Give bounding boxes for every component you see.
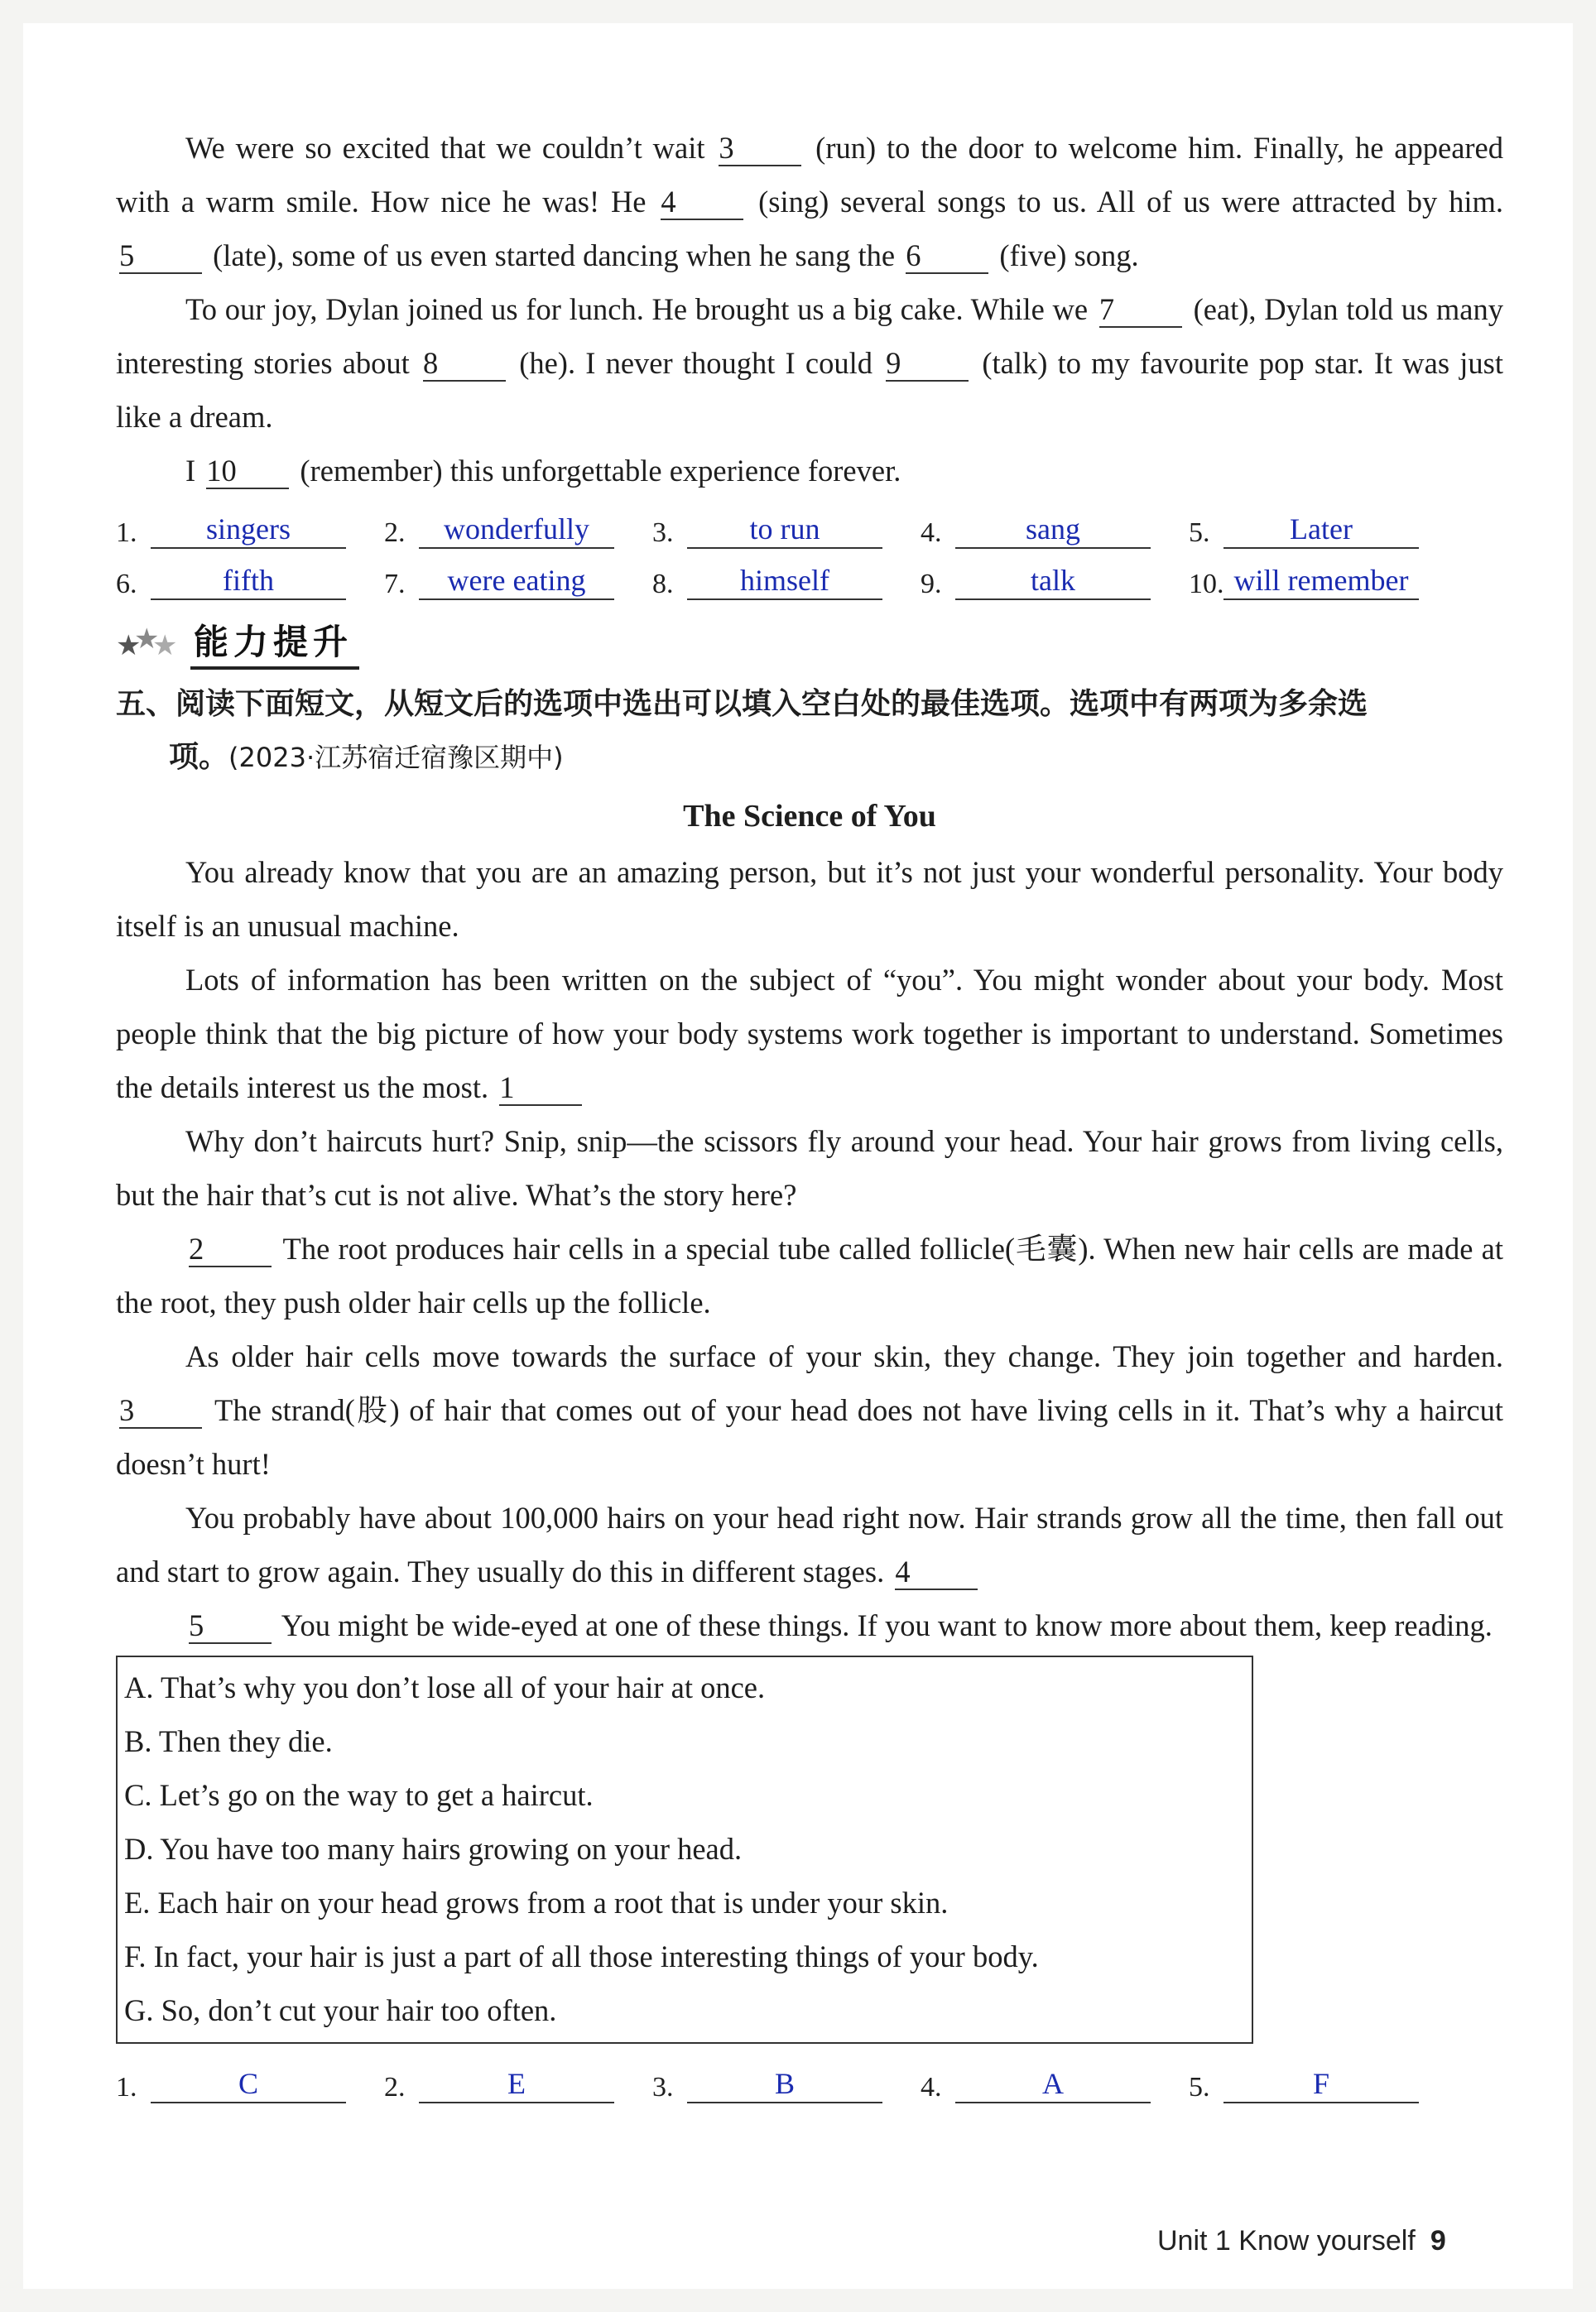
answer-value: will remember (1223, 562, 1419, 600)
blank-3: 3 (719, 132, 801, 166)
blank-3: 3 (119, 1394, 202, 1429)
answer-value: E (419, 2065, 614, 2103)
answer-cell: 9. talk (921, 562, 1189, 600)
instruction: 五、阅读下面短文，从短文后的选项中选出可以填入空白处的最佳选项。选项中有两项为多余选 项。(2023·江苏宿迁宿豫区期中) (116, 687, 1368, 774)
option-a: A. That’s why you don’t lose all of your hair at once. (124, 1670, 766, 1704)
answer-value: C (151, 2065, 346, 2103)
article-paragraph-6: You probably have about 100,000 hairs on your head right now. Hair strands grow all the time, then fall out and start to grow again. They usually do this in different stages. 4 (116, 1501, 1503, 1589)
answer-cell: 1. C (116, 2065, 384, 2103)
star-icon: ★ (152, 631, 178, 661)
answer-cell: 2. wonderfully (384, 511, 652, 549)
answer-cell: 10. will remember (1189, 562, 1457, 600)
answer-cell: 8. himself (652, 562, 921, 600)
workbook-page (23, 23, 1573, 2289)
star-icon: ★ (134, 624, 160, 655)
answer-value: talk (955, 562, 1151, 600)
option-e: E. Each hair on your head grows from a root that is under your skin. (124, 1886, 949, 1920)
answer-value: A (955, 2065, 1151, 2103)
section-title: 能力提升 (190, 615, 359, 670)
answer-value: to run (687, 511, 882, 549)
blank-2: 2 (189, 1233, 272, 1267)
blank-4: 4 (661, 185, 743, 220)
answer-row (116, 497, 1503, 549)
answer-cell: 3. B (652, 2065, 921, 2103)
answer-value: himself (687, 562, 882, 600)
answer-value: fifth (151, 562, 346, 600)
passage1-paragraph-3: I 10 (remember) this unforgettable experience forever. (185, 454, 901, 488)
blank-4: 4 (895, 1555, 978, 1590)
blank-5: 5 (119, 239, 202, 274)
answer-grid-2 (116, 2044, 1503, 2103)
page-footer (1157, 2225, 1446, 2257)
answer-row (116, 549, 1503, 600)
option-d: D. You have too many hairs growing on your head. (124, 1832, 743, 1866)
page-content (116, 121, 1503, 2103)
article-paragraph-4: 2 The root produces hair cells in a special tube called follicle(毛囊). When new hair cells are made at the root, they push older hair cells up the follicle. (116, 1232, 1503, 1319)
stars-icon (116, 618, 190, 667)
blank-10: 10 (206, 454, 289, 489)
answer-cell: 3. to run (652, 511, 921, 549)
star-icon: ★ (116, 631, 142, 661)
blank-5: 5 (189, 1609, 272, 1644)
article-title: The Science of You (683, 799, 936, 834)
answer-cell: 7. were eating (384, 562, 652, 600)
answer-value: singers (151, 511, 346, 549)
option-f: F. In fact, your hair is just a part of all those interesting things of your body. (124, 1939, 1039, 1973)
answer-value: F (1223, 2065, 1419, 2103)
answer-cell: 4. sang (921, 511, 1189, 549)
passage1-paragraph-1: We were so excited that we couldn’t wait 3 (run) to the door to welcome him. Finally, he appeared with a warm smile. How nice he was! He 4 (sing) several songs to us. All of us were attracted by him. 5 (late), some of us even started dancing when he sang the 6 (five) song. (116, 131, 1504, 272)
blank-8: 8 (423, 347, 506, 382)
option-g: G. So, don’t cut your hair too often. (124, 1993, 557, 2027)
answer-value: wonderfully (419, 511, 614, 549)
answer-value: were eating (419, 562, 614, 600)
option-c: C. Let’s go on the way to get a haircut. (124, 1778, 594, 1812)
article-paragraph-1: You already know that you are an amazing person, but it’s not just your wonderful personality. Your body itself is an unusual machine. (116, 855, 1503, 943)
answer-cell: 5. Later (1189, 511, 1457, 549)
answer-value: B (687, 2065, 882, 2103)
source-note: (2023·江苏宿迁宿豫区期中) (228, 742, 564, 773)
article-paragraph-7: 5 You might be wide-eyed at one of these things. If you want to know more about them, keep reading. (189, 1608, 1493, 1642)
blank-1: 1 (499, 1071, 582, 1106)
answer-cell: 5. F (1189, 2065, 1457, 2103)
article-paragraph-2: Lots of information has been written on the subject of “you”. You might wonder about your body. Most people think that the big picture of how your body systems work together is important to understand. Sometimes the details interest us the most. 1 (116, 963, 1503, 1104)
answer-value: Later (1223, 511, 1419, 549)
answer-cell: 1. singers (116, 511, 384, 549)
page-number: 9 (1430, 2225, 1446, 2257)
answer-grid-1 (116, 497, 1503, 600)
article-paragraph-5: As older hair cells move towards the surface of your skin, they change. They join together and harden. 3 The strand(股) of hair that comes out of your head does not have living cells in it. That’s why a haircut doesn’t hurt! (116, 1339, 1503, 1481)
unit-label: Unit 1 Know yourself (1157, 2225, 1416, 2257)
answer-cell: 6. fifth (116, 562, 384, 600)
passage1-paragraph-2: To our joy, Dylan joined us for lunch. He brought us a big cake. While we 7 (eat), Dylan told us many interesting stories about 8 (he). I never thought I could 9 (talk) to my favourite pop star. It was just like a dream. (116, 292, 1503, 434)
options-box (116, 1656, 1253, 2044)
answer-cell: 2. E (384, 2065, 652, 2103)
blank-9: 9 (886, 347, 969, 382)
answer-value: sang (955, 511, 1151, 549)
section-header (116, 610, 1503, 675)
blank-7: 7 (1099, 293, 1182, 328)
answer-cell: 4. A (921, 2065, 1189, 2103)
article-paragraph-3: Why don’t haircuts hurt? Snip, snip—the scissors fly around your head. Your hair grows from living cells, but the hair that’s cut is not alive. What’s the story here? (116, 1124, 1503, 1212)
option-b: B. Then they die. (124, 1724, 333, 1758)
blank-6: 6 (906, 239, 988, 274)
